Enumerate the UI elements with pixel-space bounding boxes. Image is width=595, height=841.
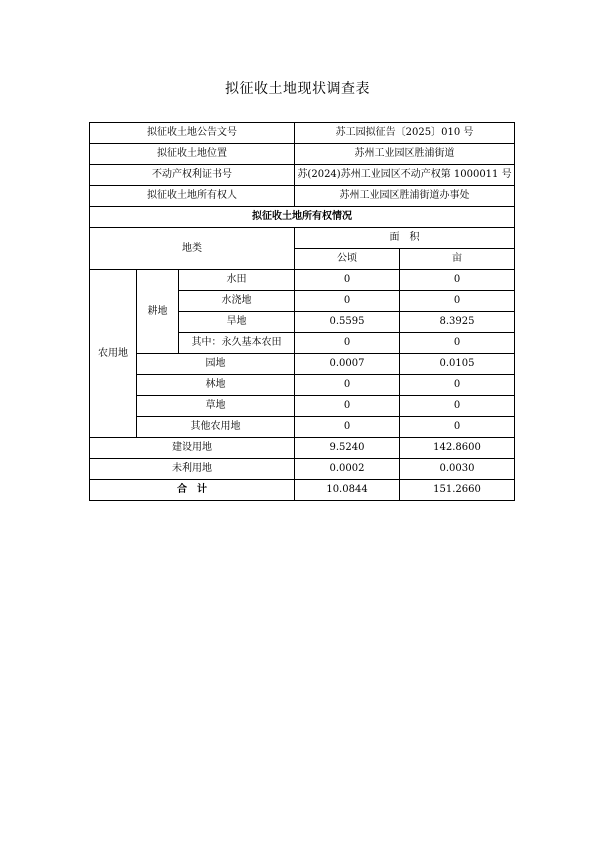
info-label: 拟征收土地所有权人: [90, 186, 295, 207]
info-row: [90, 186, 515, 207]
total-row: [90, 480, 515, 501]
unused-label: 未利用地: [90, 459, 295, 480]
table-row: [90, 396, 515, 417]
header-row: [90, 228, 515, 249]
row-mu: 0: [400, 417, 515, 438]
info-row: [90, 165, 515, 186]
section-header: 拟征收土地所有权情况: [90, 207, 515, 228]
row-name: 旱地: [179, 312, 295, 333]
info-value: 苏州工业园区胜浦街道办事处: [295, 186, 515, 207]
row-name: 草地: [137, 396, 295, 417]
row-hectare: 0.5595: [295, 312, 400, 333]
info-row: [90, 123, 515, 144]
info-row: [90, 144, 515, 165]
mu-header: 亩: [400, 249, 515, 270]
row-mu: 0: [400, 270, 515, 291]
info-value: 苏(2024)苏州工业园区不动产权第 1000011 号: [295, 165, 515, 186]
row-name: 园地: [137, 354, 295, 375]
row-mu: 0: [400, 396, 515, 417]
row-name: 水浇地: [179, 291, 295, 312]
row-mu: 0.0105: [400, 354, 515, 375]
row-hectare: 0: [295, 333, 400, 354]
info-label: 不动产权利证书号: [90, 165, 295, 186]
hectare-header: 公顷: [295, 249, 400, 270]
row-mu: 8.3925: [400, 312, 515, 333]
info-value: 苏工园拟征告〔2025〕010 号: [295, 123, 515, 144]
table-row: [90, 270, 515, 291]
info-value: 苏州工业园区胜浦街道: [295, 144, 515, 165]
row-mu: 0: [400, 333, 515, 354]
construction-mu: 142.8600: [400, 438, 515, 459]
row-hectare: 0: [295, 417, 400, 438]
land-type-header: 地类: [90, 228, 295, 270]
total-hectare: 10.0844: [295, 480, 400, 501]
info-label: 拟征收土地位置: [90, 144, 295, 165]
row-name: 水田: [179, 270, 295, 291]
area-header: 面 积: [295, 228, 515, 249]
unused-hectare: 0.0002: [295, 459, 400, 480]
total-mu: 151.2660: [400, 480, 515, 501]
total-label: 合 计: [90, 480, 295, 501]
table-row: [90, 417, 515, 438]
page-title: 拟征收土地现状调查表: [225, 81, 370, 97]
row-name: 其中：永久基本农田: [179, 333, 295, 354]
row-hectare: 0: [295, 396, 400, 417]
row-name: 林地: [137, 375, 295, 396]
agricultural-label: 农用地: [90, 270, 137, 438]
table-row: [90, 438, 515, 459]
construction-hectare: 9.5240: [295, 438, 400, 459]
row-name: 其他农用地: [137, 417, 295, 438]
row-hectare: 0: [295, 291, 400, 312]
arable-label: 耕地: [137, 270, 179, 354]
row-mu: 0: [400, 375, 515, 396]
row-hectare: 0.0007: [295, 354, 400, 375]
construction-label: 建设用地: [90, 438, 295, 459]
row-hectare: 0: [295, 375, 400, 396]
table-row: [90, 375, 515, 396]
row-hectare: 0: [295, 270, 400, 291]
unused-mu: 0.0030: [400, 459, 515, 480]
table-row: [90, 459, 515, 480]
info-label: 拟征收土地公告文号: [90, 123, 295, 144]
table-row: [90, 354, 515, 375]
row-mu: 0: [400, 291, 515, 312]
section-header-row: [90, 207, 515, 228]
land-survey-table: [89, 122, 515, 501]
